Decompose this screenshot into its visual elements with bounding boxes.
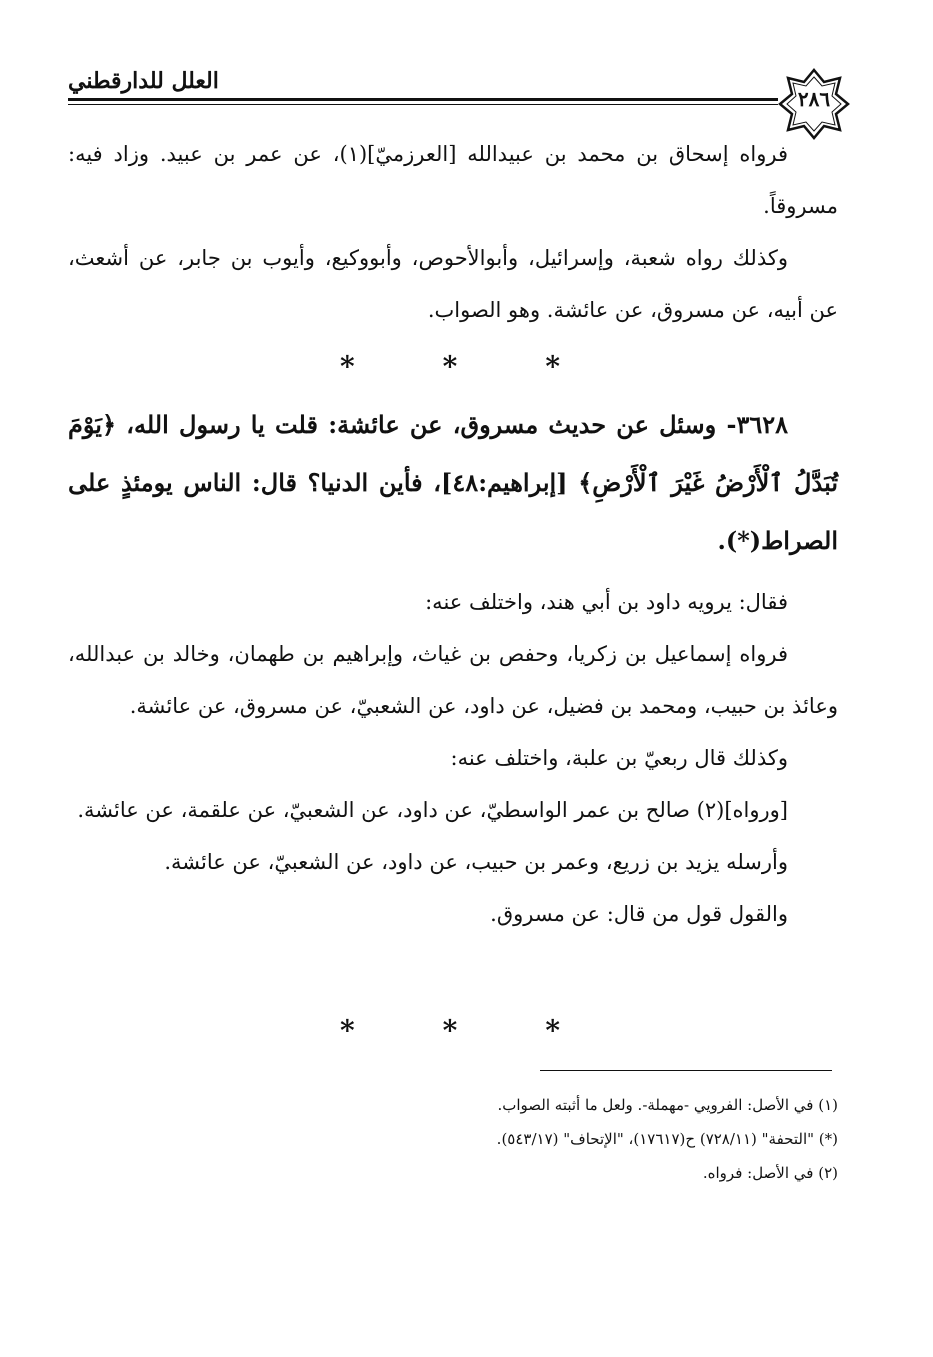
paragraph: فقال: يرويه داود بن أبي هند، واختلف عنه: xyxy=(425,590,788,614)
section-separator xyxy=(340,350,560,383)
paragraph: والقول قول من قال: عن مسروق. xyxy=(490,902,788,926)
footnote-rule xyxy=(540,1070,832,1071)
separator-star: * xyxy=(442,1014,458,1047)
paragraph: فرواه إسماعيل بن زكريا، وحفص بن غياث، وإبراهيم بن طهمان، وخالد بن عبدالله، وعائذ بن حبيب، ومحمد بن فضيل، عن داود، عن الشعبيّ، عن مسروق، عن عائشة. xyxy=(68,642,838,718)
separator-star: * xyxy=(545,350,560,383)
paragraph: وأرسله يزيد بن زريع، وعمر بن حبيب، عن داود، عن الشعبيّ، عن عائشة. xyxy=(164,850,788,874)
paragraph: [ورواه](٢) صالح بن عمر الواسطيّ، عن داود، عن الشعبيّ، عن علقمة، عن عائشة. xyxy=(77,798,788,822)
separator-star: * xyxy=(340,1014,355,1047)
paragraph: وكذلك رواه شعبة، وإسرائيل، وأبوالأحوص، وأبووكيع، وأيوب بن جابر، عن أشعث، عن أبيه، عن مسروق، عن عائشة. وهو الصواب. xyxy=(68,246,838,322)
footnote: (١) في الأصل: الفرويي -مهملة-. ولعل ما أثبته الصواب. xyxy=(497,1096,838,1114)
separator-star: * xyxy=(442,350,458,383)
page-number: ٢٨٦ xyxy=(797,87,831,111)
separator-star: * xyxy=(545,1014,560,1047)
footnote: (*) "التحفة" (٧٢٨/١١) ح(١٧٦١٧)، "الإتحاف" (٥٤٣/١٧). xyxy=(496,1130,838,1148)
text-block-1 xyxy=(68,128,838,336)
hadith-entry-heading: ٣٦٢٨- وسئل عن حديث مسروق، عن عائشة: قلت يا رسول الله، ﴿يَوْمَ تُبَدَّلُ ٱلْأَرْضُ غَيْرَ ٱلْأَرْضِ﴾ [إبراهيم:٤٨]، فأين الدنيا؟ قال: الناس يومئذٍ على الصراط(*). xyxy=(68,410,838,555)
book-title: العلل للدارقطني xyxy=(68,68,219,94)
footnote: (٢) في الأصل: فرواه. xyxy=(702,1164,838,1182)
header-rule-thin xyxy=(68,104,778,105)
text-block-2 xyxy=(68,396,838,940)
header-rule xyxy=(68,98,778,101)
separator-star: * xyxy=(340,350,355,383)
paragraph: وكذلك قال ربعيّ بن علبة، واختلف عنه: xyxy=(450,746,788,770)
footnotes xyxy=(68,1088,838,1190)
paragraph: فرواه إسحاق بن محمد بن عبيدالله [العرزميّ](١)، عن عمر بن عبيد. وزاد فيه: مسروقاً. xyxy=(68,142,838,218)
section-separator xyxy=(340,1014,560,1047)
